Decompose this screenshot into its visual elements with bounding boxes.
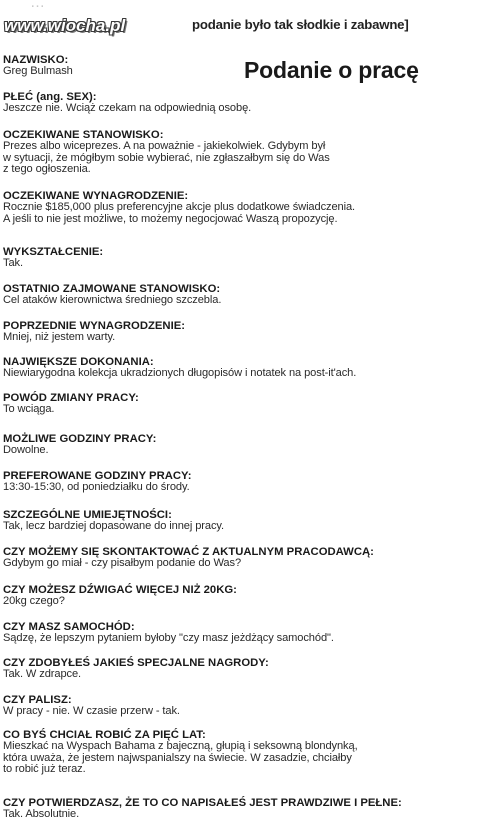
field-nazwisko (3, 54, 473, 78)
header-strip (0, 0, 479, 44)
field-value: Prezes albo wiceprezes. A na poważnie - jakiekolwiek. Gdybym był w sytuacji, że mógłbym sobie wybierać, nie zgłaszałbym się do Was z tego ogłoszenia. (3, 140, 330, 176)
field-value: Sądzę, że lepszym pytaniem byłoby "czy masz jeżdżący samochód". (3, 632, 334, 644)
field-label: POPRZEDNIE WYNAGRODZENIE: (3, 320, 186, 332)
field-kontakt-z-pracodawca (3, 546, 473, 570)
field-label: SZCZEGÓLNE UMIEJĘTNOŚCI: (3, 509, 172, 521)
field-samochod (3, 621, 473, 645)
header-caption: podanie było tak słodkie i zabawne] (192, 17, 409, 32)
header-fragment: … (30, 0, 46, 11)
field-label: OCZEKIWANE STANOWISKO: (3, 129, 164, 141)
field-wyksztalcenie (3, 246, 473, 270)
field-potwierdzenie (3, 797, 473, 821)
field-label: OCZEKIWANE WYNAGRODZENIE: (3, 190, 189, 202)
field-label: NAZWISKO: (3, 54, 69, 66)
field-label: CO BYŚ CHCIAŁ ROBIĆ ZA PIĘĆ LAT: (3, 729, 206, 741)
field-szczegolne-umiejetnosci (3, 509, 473, 533)
field-value: Mieszkać na Wyspach Bahama z bajeczną, głupią i seksowną blondynką, która uważa, że jestem najwspanialszy na świecie. W zasadzie, chciałby to robić już teraz. (3, 740, 358, 776)
field-palenie (3, 694, 473, 718)
field-value: To wciąga. (3, 403, 55, 415)
field-label: CZY ZDOBYŁEŚ JAKIEŚ SPECJALNE NAGRODY: (3, 657, 269, 669)
field-ostatnio-zajmowane-stanowisko (3, 283, 473, 307)
field-value: W pracy - nie. W czasie przerw - tak. (3, 705, 180, 717)
site-watermark-logo: www.wiocha.pl (4, 16, 126, 35)
field-value: Dowolne. (3, 444, 49, 456)
field-value: Cel ataków kierownictwa średniego szczebla. (3, 294, 222, 306)
field-preferowane-godziny-pracy (3, 470, 473, 494)
field-label: PŁEĆ (ang. SEX): (3, 91, 97, 103)
field-label: OSTATNIO ZAJMOWANE STANOWISKO: (3, 283, 221, 295)
field-najwieksze-dokonania (3, 356, 473, 380)
field-value: Tak. (3, 257, 23, 269)
field-label: CZY POTWIERDZASZ, ŻE TO CO NAPISAŁEŚ JEST PRAWDZIWE I PEŁNE: (3, 797, 402, 809)
field-powod-zmiany-pracy (3, 392, 473, 416)
field-oczekiwane-wynagrodzenie (3, 190, 473, 225)
field-label: CZY MASZ SAMOCHÓD: (3, 621, 135, 633)
field-nagrody (3, 657, 473, 681)
field-value: 20kg czego? (3, 595, 65, 607)
field-value: Niewiarygodna kolekcja ukradzionych długopisów i notatek na post-it'ach. (3, 367, 357, 379)
field-label: CZY MOŻEMY SIĘ SKONTAKTOWAĆ Z AKTUALNYM PRACODAWCĄ: (3, 546, 374, 558)
field-value: Mniej, niż jestem warty. (3, 331, 116, 343)
field-value: Jeszcze nie. Wciąż czekam na odpowiednią osobę. (3, 102, 252, 114)
field-label: MOŻLIWE GODZINY PRACY: (3, 433, 157, 445)
field-dzwiganie (3, 584, 473, 608)
document-title: Podanie o pracę (244, 57, 419, 83)
field-value: Gdybym go miał - czy pisałbym podanie do Was? (3, 557, 242, 569)
field-value: 13:30-15:30, od poniedziałku do środy. (3, 481, 190, 493)
field-label: CZY PALISZ: (3, 694, 72, 706)
field-plec (3, 91, 473, 115)
field-label: WYKSZTAŁCENIE: (3, 246, 104, 258)
field-value: Rocznie $185,000 plus preferencyjne akcje plus dodatkowe świadczenia. A jeśli to nie jest możliwe, to możemy negocjować Waszą propozycję. (3, 201, 356, 225)
field-oczekiwane-stanowisko (3, 129, 473, 176)
field-value: Tak. Absolutnie. (3, 808, 80, 820)
field-label: CZY MOŻESZ DŹWIGAĆ WIĘCEJ NIŻ 20KG: (3, 584, 237, 596)
field-value: Greg Bulmash (3, 65, 73, 77)
field-piec-lat (3, 729, 473, 776)
field-value: Tak, lecz bardziej dopasowane do innej pracy. (3, 520, 224, 532)
field-label: PREFEROWANE GODZINY PRACY: (3, 470, 192, 482)
field-mozliwe-godziny-pracy (3, 433, 473, 457)
field-label: NAJWIĘKSZE DOKONANIA: (3, 356, 154, 368)
field-poprzednie-wynagrodzenie (3, 320, 473, 344)
field-value: Tak. W zdrapce. (3, 668, 82, 680)
field-label: POWÓD ZMIANY PRACY: (3, 392, 139, 404)
